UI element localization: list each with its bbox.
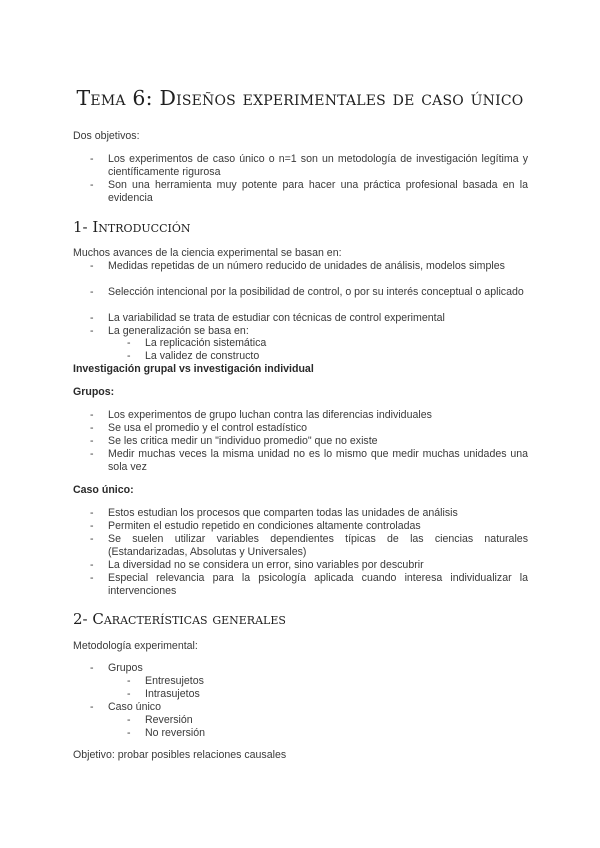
bullet-dash: -	[90, 153, 94, 165]
intro-label: Dos objetivos:	[73, 130, 140, 142]
list-item: Se suelen utilizar variables dependientes típicas de las ciencias naturales (Estandarizadas, Absolutas y Universales)	[108, 533, 528, 558]
page-title: Tema 6: Diseños experimentales de caso único	[76, 86, 524, 110]
bullet-dash: -	[90, 448, 94, 460]
section2-lead: Metodología experimental:	[73, 640, 198, 652]
list-item: La diversidad no se considera un error, sino variables por descubrir	[108, 559, 424, 571]
sub-list-item: La replicación sistemática	[145, 337, 267, 349]
bullet-dash: -	[90, 286, 94, 298]
grupos-label: Grupos:	[73, 386, 115, 398]
bullet-dash: -	[90, 572, 94, 584]
sub-list-item: No reversión	[145, 727, 206, 739]
bullet-dash: -	[90, 312, 94, 324]
bold-subtitle: Investigación grupal vs investigación individual	[73, 363, 314, 375]
sub-list-item: Intrasujetos	[145, 688, 200, 700]
list-item: Grupos	[108, 662, 143, 674]
section-heading-caracteristicas: 2- Características generales	[73, 610, 286, 628]
bullet-dash: -	[90, 507, 94, 519]
bullet-dash: -	[127, 675, 131, 687]
sub-list-item: La validez de constructo	[145, 350, 260, 362]
sub-list-item: Reversión	[145, 714, 193, 726]
bullet-dash: -	[127, 714, 131, 726]
bullet-dash: -	[90, 325, 94, 337]
list-item: Son una herramienta muy potente para hacer una práctica profesional basada en la evidencia	[108, 179, 528, 204]
list-item: Se usa el promedio y el control estadístico	[108, 422, 308, 434]
bullet-dash: -	[90, 435, 94, 447]
caso-unico-label: Caso único:	[73, 484, 134, 496]
list-item: Medir muchas veces la misma unidad no es lo mismo que medir muchas unidades una sola vez	[108, 448, 528, 473]
list-item: Los experimentos de grupo luchan contra las diferencias individuales	[108, 409, 432, 421]
bullet-dash: -	[90, 422, 94, 434]
bullet-dash: -	[90, 559, 94, 571]
bullet-dash: -	[90, 533, 94, 545]
bullet-dash: -	[90, 409, 94, 421]
list-item: Estos estudian los procesos que comparten todas las unidades de análisis	[108, 507, 458, 519]
list-item: Los experimentos de caso único o n=1 son un metodología de investigación legítima y científicamente rigurosa	[108, 153, 528, 178]
sub-list-item: Entresujetos	[145, 675, 204, 687]
bullet-dash: -	[127, 337, 131, 349]
bullet-dash: -	[127, 727, 131, 739]
list-item: Permiten el estudio repetido en condiciones altamente controladas	[108, 520, 421, 532]
objective-line: Objetivo: probar posibles relaciones causales	[73, 749, 287, 761]
list-item: Especial relevancia para la psicología aplicada cuando interesa individualizar la intervenciones	[108, 572, 528, 597]
bullet-dash: -	[90, 520, 94, 532]
list-item: Selección intencional por la posibilidad de control, o por su interés conceptual o aplicado	[108, 286, 524, 298]
list-item: Se les critica medir un "individuo promedio" que no existe	[108, 435, 378, 447]
section1-lead: Muchos avances de la ciencia experimental se basan en:	[73, 247, 342, 259]
list-item: Medidas repetidas de un número reducido de unidades de análisis, modelos simples	[108, 260, 505, 272]
bullet-dash: -	[127, 688, 131, 700]
section-heading-introduccion: 1- Introducción	[73, 218, 191, 236]
bullet-dash: -	[90, 701, 94, 713]
list-item: La variabilidad se trata de estudiar con técnicas de control experimental	[108, 312, 445, 324]
bullet-dash: -	[90, 662, 94, 674]
list-item: La generalización se basa en:	[108, 325, 249, 337]
bullet-dash: -	[90, 179, 94, 191]
bullet-dash: -	[90, 260, 94, 272]
bullet-dash: -	[127, 350, 131, 362]
list-item: Caso único	[108, 701, 161, 713]
